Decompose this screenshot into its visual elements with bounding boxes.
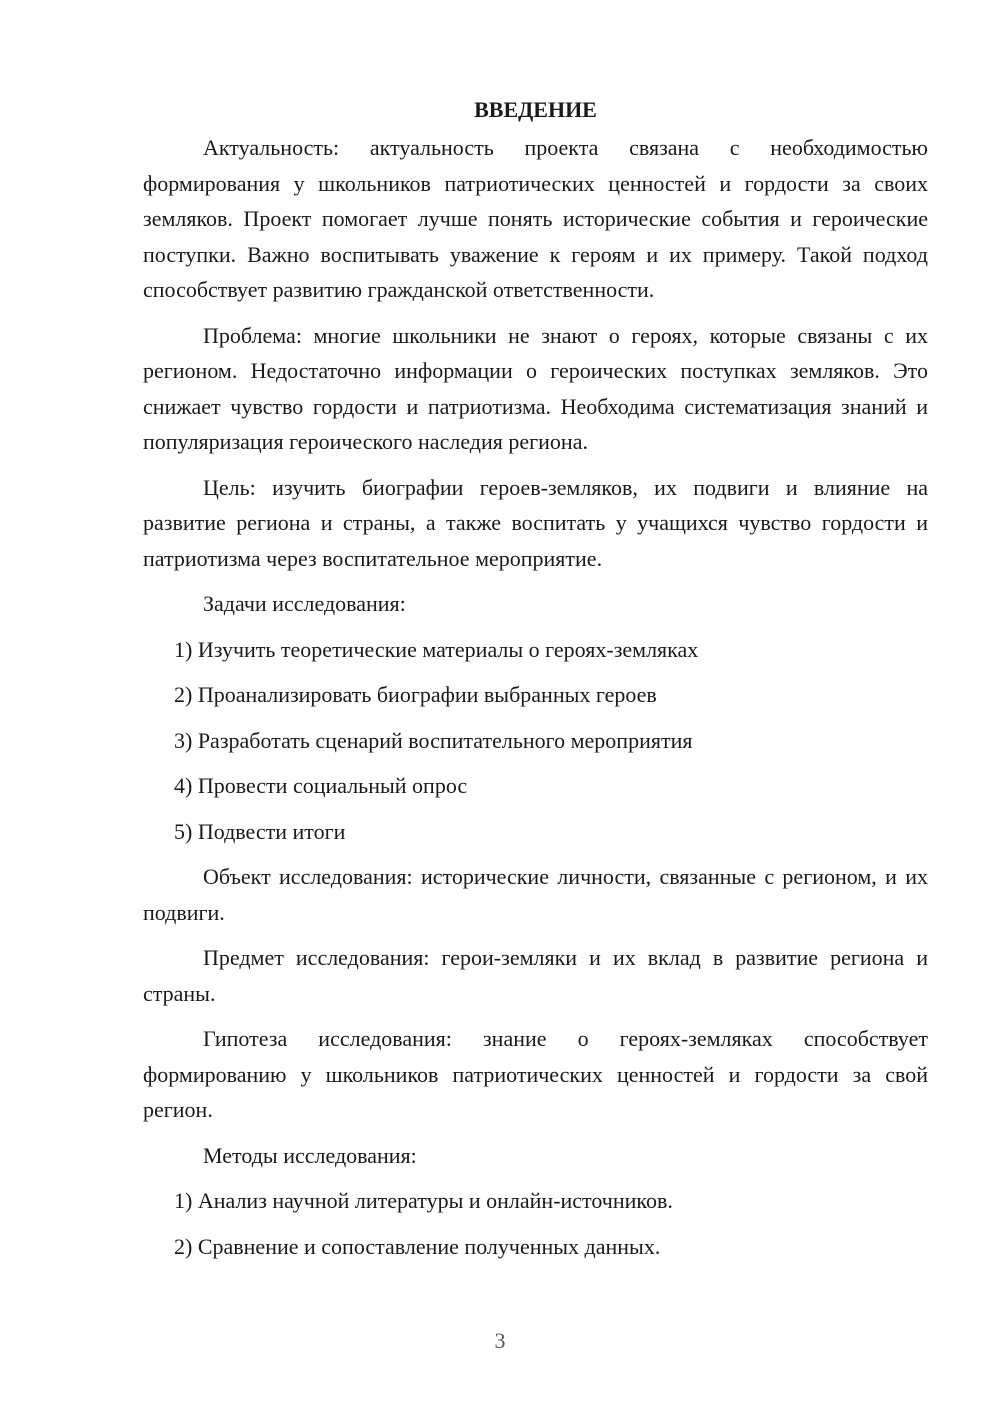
paragraph-problem: Проблема: многие школьники не знают о героях, которые связаны с их регионом. Недостаточно информации о героических поступках земляков. Это снижает чувство гордости и патриотизма. Необходима систематизация знаний и популяризация героического наследия региона. — [143, 322, 928, 454]
paragraph-relevance: Актуальность: актуальность проекта связана с необходимостью формирования у школьников патриотических ценностей и гордости за своих земляков. Проект помогает лучше понять исторические события и героические поступки. Важно воспитывать уважение к героям и их примеру. Такой подход способствует развитию гражданской ответственности. — [143, 135, 928, 302]
methods-heading: Методы исследования: — [203, 1142, 417, 1168]
list-item: 3) Разработать сценарий воспитательного мероприятия — [174, 727, 693, 753]
tasks-heading: Задачи исследования: — [203, 591, 406, 616]
page-number: 3 — [494, 1328, 506, 1353]
list-item: 2) Сравнение и сопоставление полученных данных. — [174, 1233, 661, 1259]
list-item: 1) Анализ научной литературы и онлайн-источников. — [174, 1188, 673, 1213]
paragraph-goal: Цель: изучить биографии героев-земляков, их подвиги и влияние на развитие региона и страны, а также воспитать у учащихся чувство гордости и патриотизма через воспитательное мероприятие. — [143, 474, 928, 571]
paragraph-object: Объект исследования: исторические личности, связанные с регионом, и их подвиги. — [143, 864, 928, 925]
document-page — [143, 92, 928, 1274]
list-item: 5) Подвести итоги — [174, 818, 346, 844]
page-title: ВВЕДЕНИЕ — [474, 97, 597, 122]
list-item: 2) Проанализировать биографии выбранных героев — [174, 682, 657, 707]
paragraph-subject: Предмет исследования: герои-земляки и их вклад в развитие региона и страны. — [143, 945, 928, 1006]
tasks-list — [143, 632, 928, 850]
paragraph-hypothesis: Гипотеза исследования: знание о героях-земляках способствует формированию у школьников патриотических ценностей и гордости за свой регион. — [143, 1026, 928, 1122]
list-item: 1) Изучить теоретические материалы о героях-земляках — [174, 636, 699, 662]
methods-list — [143, 1183, 928, 1264]
list-item: 4) Провести социальный опрос — [174, 773, 468, 798]
